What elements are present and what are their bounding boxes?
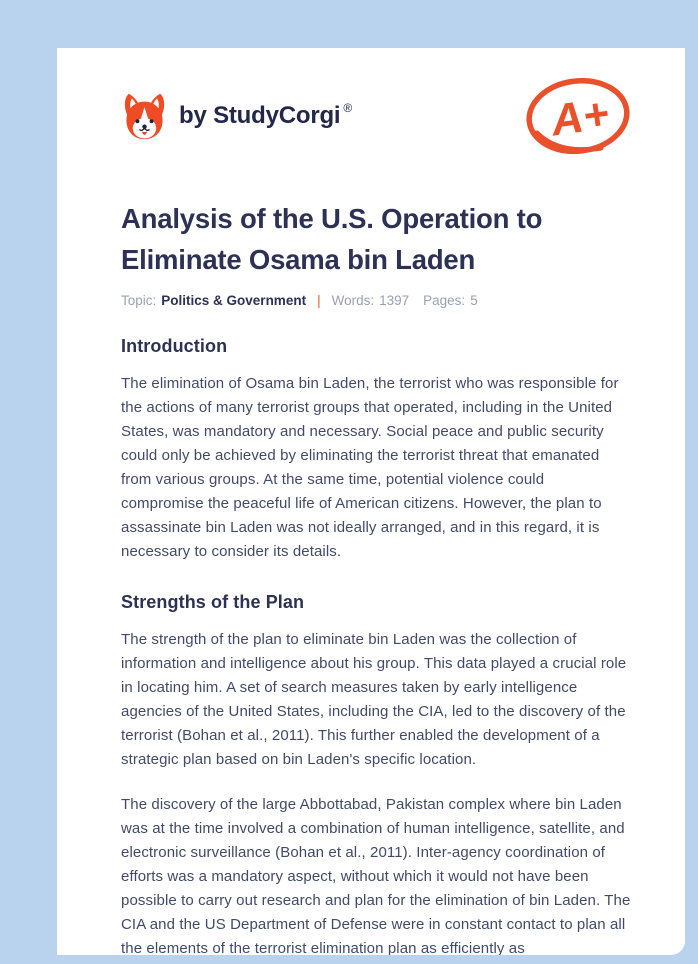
words-label: Words:	[331, 293, 375, 308]
registered-trademark: ®	[343, 101, 353, 115]
section-heading-strengths: Strengths of the Plan	[121, 592, 305, 612]
brand-wordmark	[179, 101, 353, 130]
brand-label: by StudyCorgi	[179, 102, 341, 129]
topic-link[interactable]: Politics & Government	[161, 293, 307, 308]
paragraph-strengths-1: The strength of the plan to eliminate bin Laden was the collection of information and intelligence about his group. This data played a crucial role in locating him. A set of search measures taken by early intelligence agencies of the United States, including the CIA, led to the discovery of the terrorist (Bohan et al., 2011). This further enabled the development of a strategic plan based on bin Laden's specific location.	[121, 631, 627, 768]
essay-title: Analysis of the U.S. Operation to Eliminate Osama bin Laden	[121, 203, 543, 275]
words-value: 1397	[379, 293, 410, 308]
card-header	[121, 74, 631, 158]
section-heading-introduction: Introduction	[121, 336, 228, 356]
badge-text: A+	[548, 88, 612, 146]
pages-label: Pages:	[423, 293, 466, 308]
pages-value: 5	[470, 293, 478, 308]
paragraph-strengths-2: The discovery of the large Abbottabad, Pakistan complex where bin Laden was at the time involved a combination of human intelligence, satellite, and electronic surveillance (Bohan et al., 2011). Inter-agency coordination of efforts was a mandatory aspect, without which it would not have been possible to carry out research and plan for the elimination of bin Laden. The CIA and the US Department of Defense were in constant contact to plan all the elements of the terrorist elimination plan as efficiently as	[121, 796, 631, 955]
document-card	[57, 48, 685, 955]
studycorgi-brand[interactable]	[121, 88, 353, 145]
meta-divider: |	[317, 293, 321, 308]
topic-label: Topic:	[121, 293, 157, 308]
a-plus-grade-icon	[525, 75, 631, 157]
essay-meta	[121, 293, 631, 308]
corgi-logo-icon	[121, 88, 168, 145]
paragraph-introduction: The elimination of Osama bin Laden, the terrorist who was responsible for the actions of many terrorist groups that operated, including in the United States, was mandatory and necessary. Social peace and public security could only be achieved by eliminating the terrorist threat that emanated from various groups. At the same time, potential violence could compromise the peaceful life of American citizens. However, the plan to assassinate bin Laden was not ideally arranged, and in this regard, it is necessary to consider its details.	[121, 375, 619, 560]
